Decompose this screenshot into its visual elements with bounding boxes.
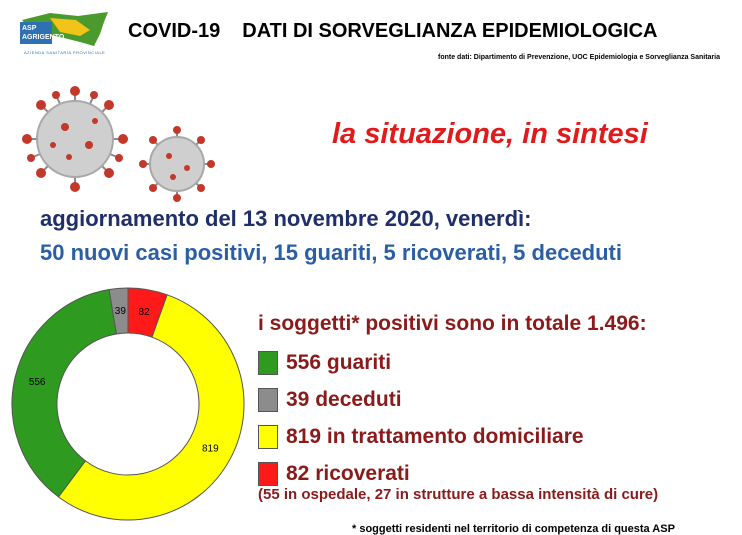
legend-label-deceduti: 39 deceduti: [286, 387, 402, 411]
donut-label-82: 82: [138, 306, 150, 318]
donut-label-556: 556: [28, 376, 46, 388]
swatch-deceduti: [258, 388, 278, 412]
logo-line1: ASP: [22, 25, 37, 32]
swatch-domiciliare: [258, 425, 278, 449]
legend-label-ricoverati: 82 ricoverati: [286, 461, 410, 485]
hospital-note: (55 in ospedale, 27 in strutture a bassa intensità di cure): [258, 486, 659, 503]
logo-subtitle: AZIENDA SANITARIA PROVINCIALE: [24, 50, 106, 55]
logo-line2: AGRIGENTO: [22, 34, 65, 41]
footnote: * soggetti residenti nel territorio di competenza di questa ASP: [352, 523, 675, 535]
update-date: aggiornamento del 13 novembre 2020, venerdì:: [40, 206, 532, 231]
title-covid: COVID-19: [128, 20, 221, 42]
logo-text: [22, 24, 64, 42]
donut-label-39: 39: [114, 305, 126, 317]
legend-label-domiciliare: 819 in trattamento domiciliare: [286, 424, 584, 448]
legend-item-domiciliare: [258, 418, 584, 455]
data-source: fonte dati: Dipartimento di Prevenzione, UOC Epidemiologia e Sorveglianza Sanitaria: [438, 54, 720, 61]
swatch-guariti: [258, 351, 278, 375]
legend-item-guariti: [258, 344, 584, 381]
legend: [258, 344, 584, 492]
donut-slice-556: [12, 290, 116, 497]
legend-item-deceduti: [258, 381, 584, 418]
coronavirus-small-icon: [134, 124, 220, 204]
donut-chart: [10, 286, 246, 522]
title-surveillance: DATI DI SORVEGLIANZA EPIDEMIOLOGICA: [242, 20, 658, 42]
legend-label-guariti: 556 guariti: [286, 350, 392, 374]
swatch-ricoverati: [258, 462, 278, 486]
asp-agrigento-logo: [20, 10, 112, 60]
coronavirus-icon: [14, 84, 136, 194]
total-positive: i soggetti* positivi sono in totale 1.496:: [258, 312, 647, 335]
update-detail: 50 nuovi casi positivi, 15 guariti, 5 ricoverati, 5 deceduti: [40, 240, 622, 265]
page-title: [128, 20, 657, 43]
donut-label-819: 819: [201, 443, 219, 455]
headline: la situazione, in sintesi: [332, 118, 648, 150]
